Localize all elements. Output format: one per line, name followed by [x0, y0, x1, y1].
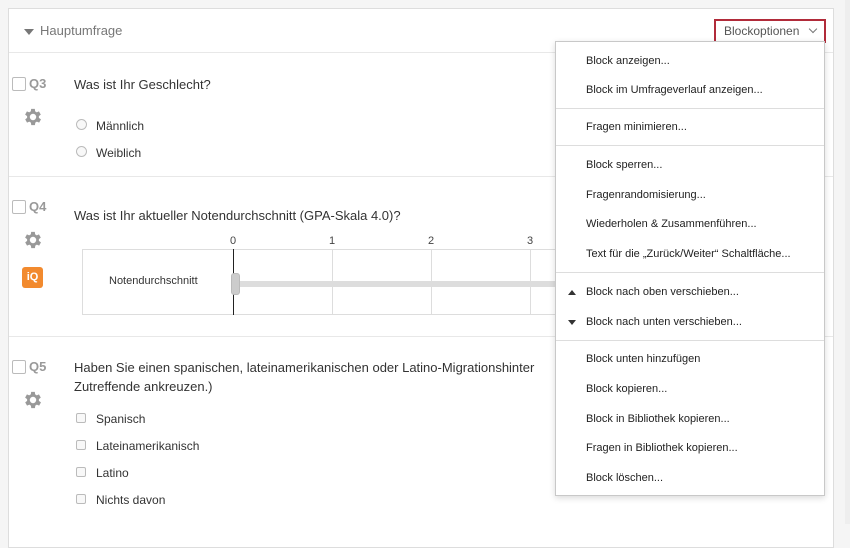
slider-track[interactable]	[233, 281, 583, 287]
choice-label: Nichts davon	[96, 493, 166, 507]
tick-label-2: 2	[428, 235, 435, 247]
checkbox[interactable]	[76, 494, 86, 504]
menu-item-block-nach-unten[interactable]: Block nach unten verschieben...	[586, 316, 742, 328]
choice-label: Latino	[96, 466, 129, 480]
question-number: Q5	[29, 359, 47, 374]
menu-item-block-in-bibliothek[interactable]: Block in Bibliothek kopieren...	[586, 413, 730, 425]
gear-icon[interactable]	[22, 229, 44, 251]
menu-item-fragen-minimieren[interactable]: Fragen minimieren...	[586, 121, 687, 133]
slider-row-label: Notendurchschnitt	[109, 275, 198, 287]
menu-separator	[556, 340, 824, 341]
tick-label-1: 1	[329, 235, 336, 247]
question-text-line-1: Haben Sie einen spanischen, lateinamerikanischen oder Latino-Migrationshinter	[74, 360, 535, 375]
gear-icon[interactable]	[22, 389, 44, 411]
menu-item-fragen-in-bibliothek[interactable]: Fragen in Bibliothek kopieren...	[586, 442, 738, 454]
menu-item-block-anzeigen[interactable]: Block anzeigen...	[586, 55, 670, 67]
arrow-down-icon	[568, 320, 576, 325]
tick-label-0: 0	[230, 235, 237, 247]
checkbox[interactable]	[76, 440, 86, 450]
collapse-triangle-icon[interactable]	[24, 29, 34, 35]
iq-badge-icon[interactable]: iQ	[22, 267, 43, 288]
question-text: Was ist Ihr aktueller Notendurchschnitt (GPA-Skala 4.0)?	[74, 208, 401, 223]
block-options-menu	[555, 41, 825, 496]
chevron-down-icon	[809, 25, 817, 33]
menu-separator	[556, 145, 824, 146]
checkbox[interactable]	[76, 413, 86, 423]
choice-label: Weiblich	[96, 146, 142, 160]
block-title: Hauptumfrage	[40, 23, 123, 38]
menu-item-block-nach-oben[interactable]: Block nach oben verschieben...	[586, 286, 739, 298]
menu-item-block-kopieren[interactable]: Block kopieren...	[586, 383, 668, 395]
page-scrollbar[interactable]	[845, 0, 850, 524]
question-select-checkbox[interactable]	[12, 360, 26, 374]
menu-separator	[556, 108, 824, 109]
checkbox[interactable]	[76, 467, 86, 477]
question-text: Was ist Ihr Geschlecht?	[74, 77, 211, 92]
menu-item-block-im-umfrageverlauf[interactable]: Block im Umfrageverlauf anzeigen...	[586, 84, 763, 96]
tick-label-3: 3	[527, 235, 534, 247]
arrow-up-icon	[568, 290, 576, 295]
slider-handle[interactable]	[231, 273, 240, 295]
menu-item-block-unten-hinzufuegen[interactable]: Block unten hinzufügen	[586, 353, 701, 365]
question-select-checkbox[interactable]	[12, 77, 26, 91]
menu-item-block-loeschen[interactable]: Block löschen...	[586, 472, 664, 484]
grid-line	[82, 249, 83, 315]
menu-item-wiederholen-zusammenfuehren[interactable]: Wiederholen & Zusammenführen...	[586, 218, 757, 230]
question-text-line-2: Zutreffende ankreuzen.)	[74, 379, 213, 394]
radio-button[interactable]	[76, 146, 87, 157]
choice-label: Männlich	[96, 119, 145, 133]
menu-item-zurueck-weiter-text[interactable]: Text für die „Zurück/Weiter“ Schaltfläche...	[586, 248, 791, 260]
question-number: Q4	[29, 199, 47, 214]
block-options-label: Blockoptionen	[724, 24, 800, 38]
slider-table	[82, 235, 582, 315]
radio-button[interactable]	[76, 119, 87, 130]
gear-icon[interactable]	[22, 106, 44, 128]
choice-label: Spanisch	[96, 412, 146, 426]
menu-item-block-sperren[interactable]: Block sperren...	[586, 159, 663, 171]
question-number: Q3	[29, 76, 47, 91]
question-select-checkbox[interactable]	[12, 200, 26, 214]
menu-item-fragenrandomisierung[interactable]: Fragenrandomisierung...	[586, 189, 706, 201]
menu-separator	[556, 272, 824, 273]
choice-label: Lateinamerikanisch	[96, 439, 200, 453]
block-options-button[interactable]	[714, 19, 826, 43]
